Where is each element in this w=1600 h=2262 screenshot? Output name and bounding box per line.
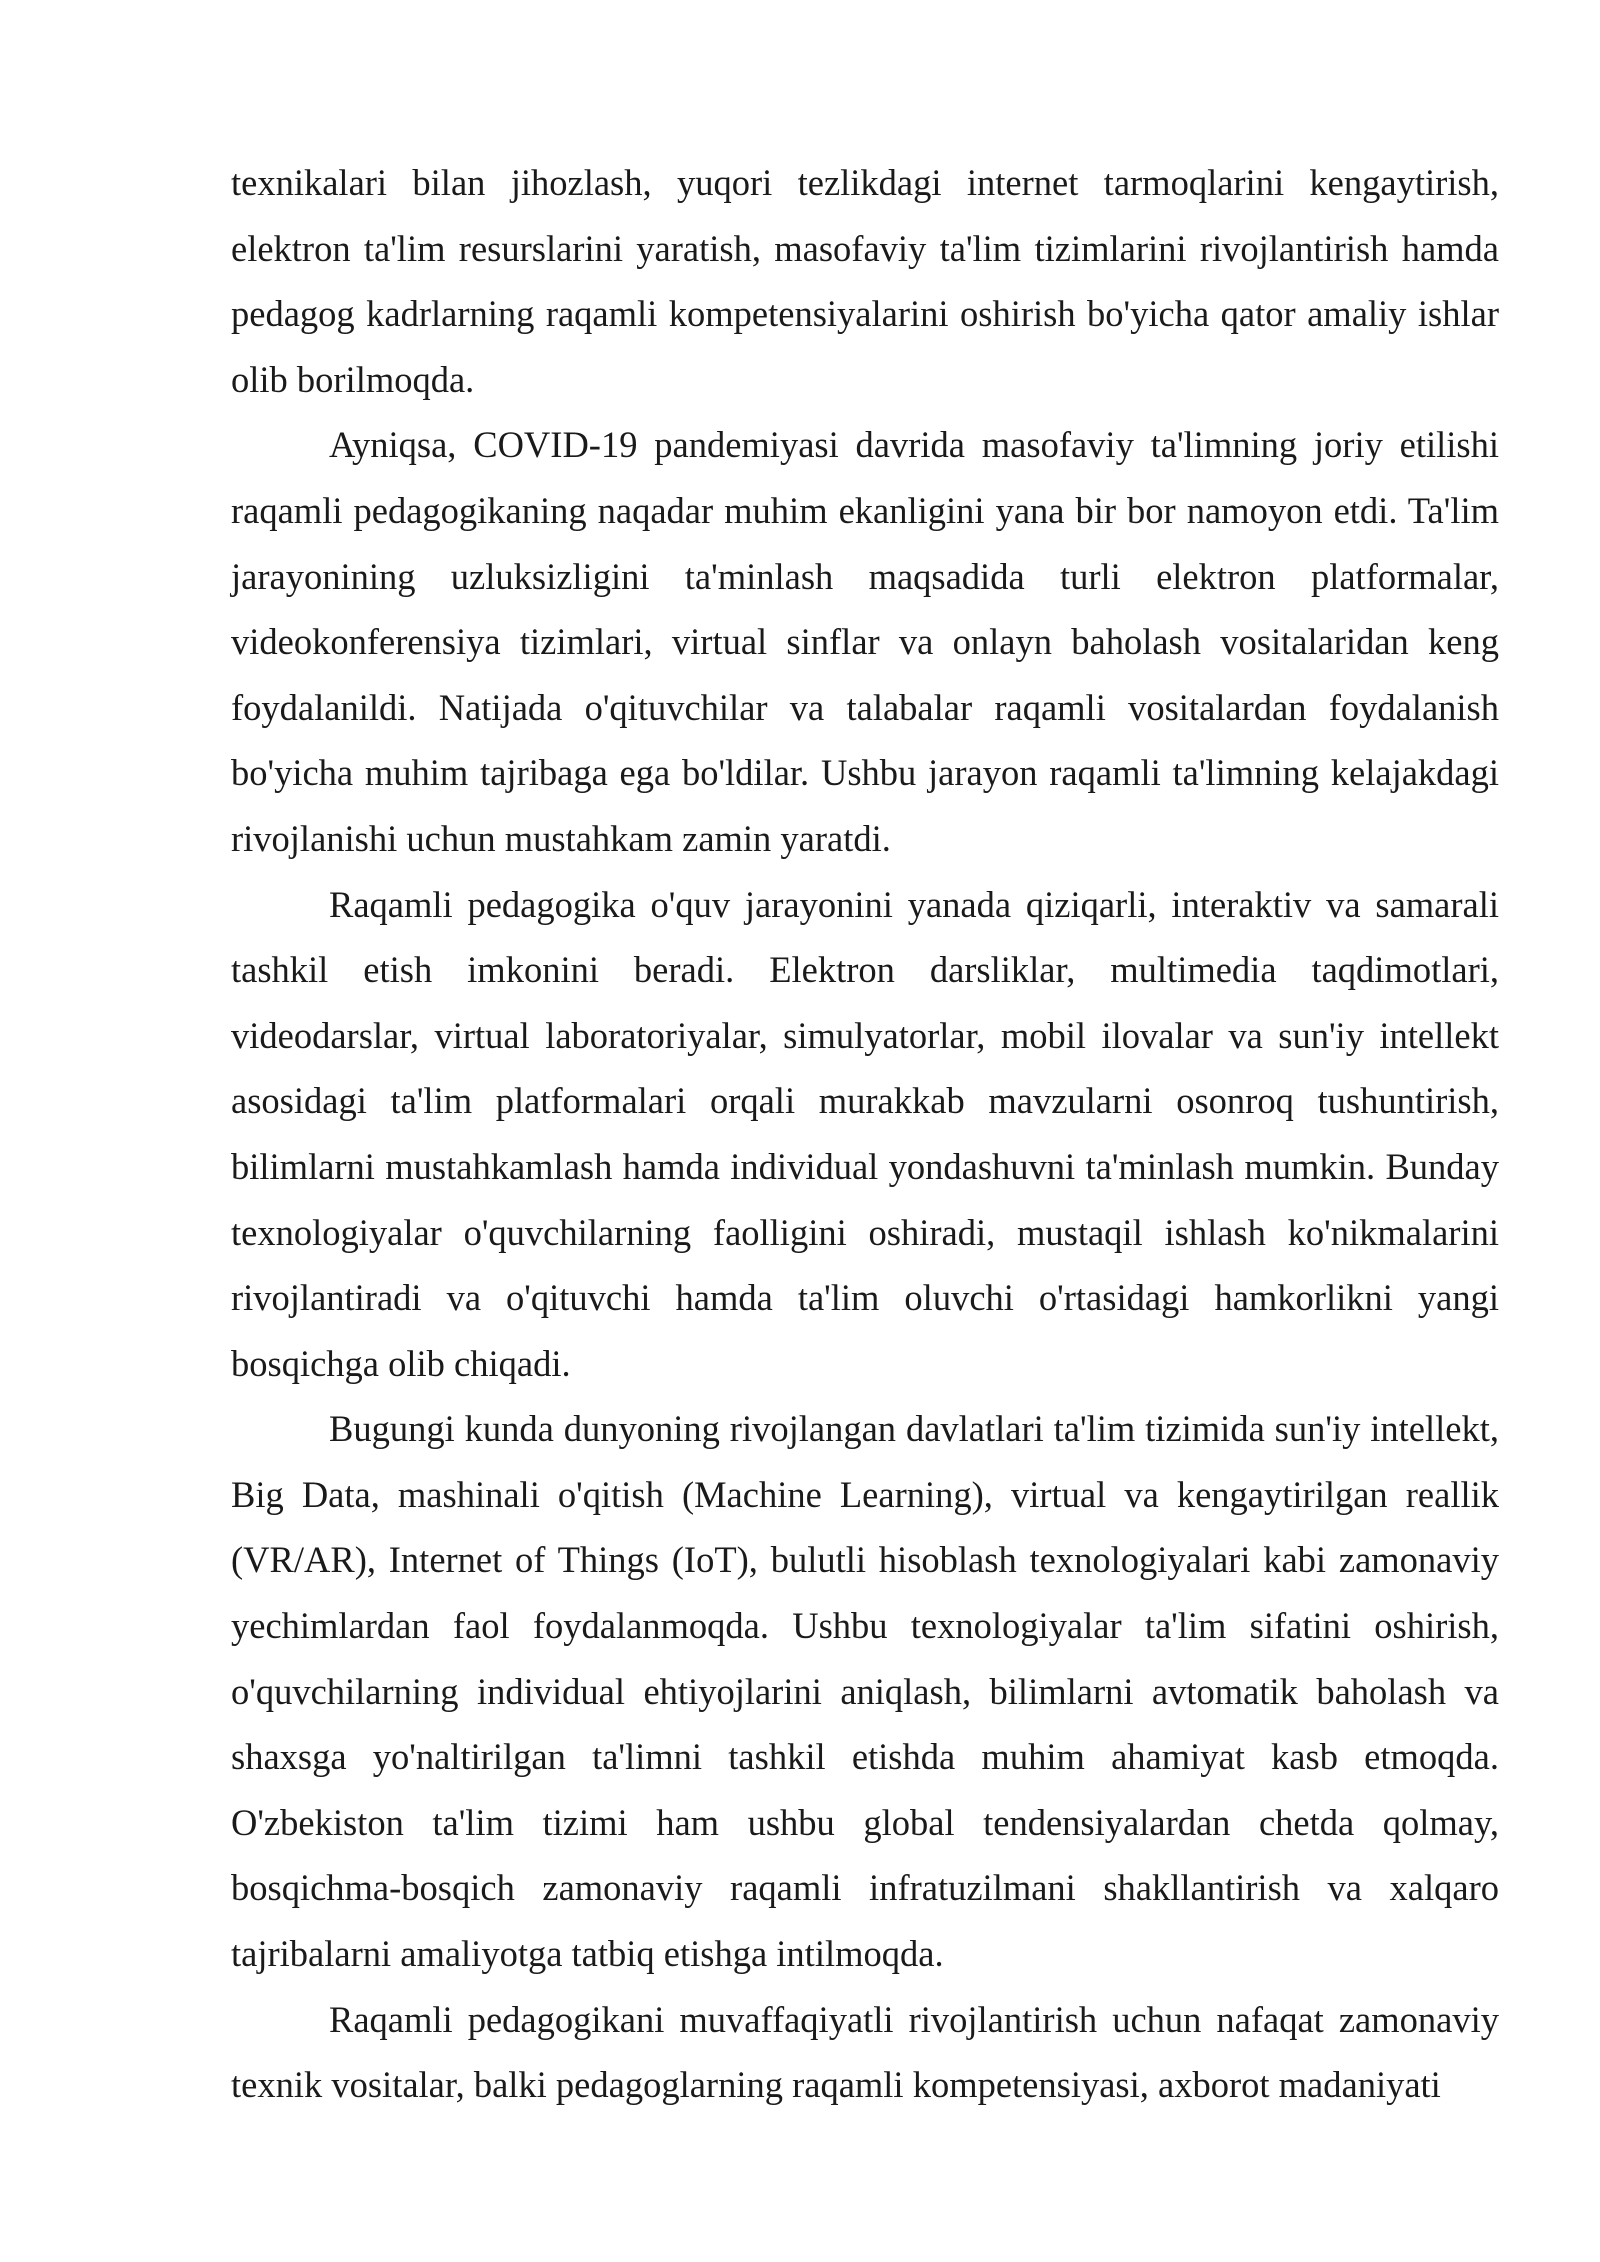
paragraph-continued: texnikalari bilan jihozlash, yuqori tezlikdagi internet tarmoqlarini kengaytirish, elektron ta'lim resurslarini yaratish, masofaviy ta'lim tizimlarini rivojlantirish hamda pedagog kadrlarning raqamli kompetensiyalarini oshirish bo'yicha qator amaliy ishlar olib borilmoqda.	[231, 162, 1499, 400]
paragraph-global-technologies: Bugungi kunda dunyoning rivojlangan davlatlari ta'lim tizimida sun'iy intellekt, Big Data, mashinali o'qitish (Machine Learning), virtual va kengaytirilgan reallik (VR/AR), Internet of Things (IoT), bulutli hisoblash texnologiyalari kabi zamonaviy yechimlardan faol foydalanmoqda. Ushbu texnologiyalar ta'lim sifatini oshirish, o'quvchilarning individual ehtiyojlarini aniqlash, bilimlarni avtomatik baholash va shaxsga yo'naltirilgan ta'limni tashkil etishda muhim ahamiyat kasb etmoqda. O'zbekiston ta'lim tizimi ham ushbu global tendensiyalardan chetda qolmay, bosqichma-bosqich zamonaviy raqamli infratuzilmani shakllantirish va xalqaro tajribalarni amaliyotga tatbiq etishga intilmoqda.	[231, 1408, 1499, 1975]
paragraph-digital-pedagogy-benefits: Raqamli pedagogika o'quv jarayonini yanada qiziqarli, interaktiv va samarali tashkil etish imkonini beradi. Elektron darsliklar, multimedia taqdimotlari, videodarslar, virtual laboratoriyalar, simulyatorlar, mobil ilovalar va sun'iy intellekt asosidagi ta'lim platformalari orqali murakkab mavzularni osonroq tushuntirish, bilimlarni mustahkamlash hamda individual yondashuvni ta'minlash mumkin. Bunday texnologiyalar o'quvchilarning faolligini oshiradi, mustaqil ishlash ko'nikmalarini rivojlantiradi va o'qituvchi hamda ta'lim oluvchi o'rtasidagi hamkorlikni yangi bosqichga olib chiqadi.	[231, 883, 1499, 1384]
document-body	[231, 150, 1499, 2118]
paragraph-covid-pandemic: Ayniqsa, COVID-19 pandemiyasi davrida masofaviy ta'limning joriy etilishi raqamli pedagogikaning naqadar muhim ekanligini yana bir bor namoyon etdi. Ta'lim jarayonining uzluksizligini ta'minlash maqsadida turli elektron platformalar, videokonferensiya tizimlari, virtual sinflar va onlayn baholash vositalaridan keng foydalanildi. Natijada o'qituvchilar va talabalar raqamli vositalardan foydalanish bo'yicha muhim tajribaga ega bo'ldilar. Ushbu jarayon raqamli ta'limning kelajakdagi rivojlanishi uchun mustahkam zamin yaratdi.	[231, 424, 1499, 859]
paragraph-pedagogue-competence: Raqamli pedagogikani muvaffaqiyatli rivojlantirish uchun nafaqat zamonaviy texnik vositalar, balki pedagoglarning raqamli kompetensiyasi, axborot madaniyati	[231, 1998, 1499, 2106]
